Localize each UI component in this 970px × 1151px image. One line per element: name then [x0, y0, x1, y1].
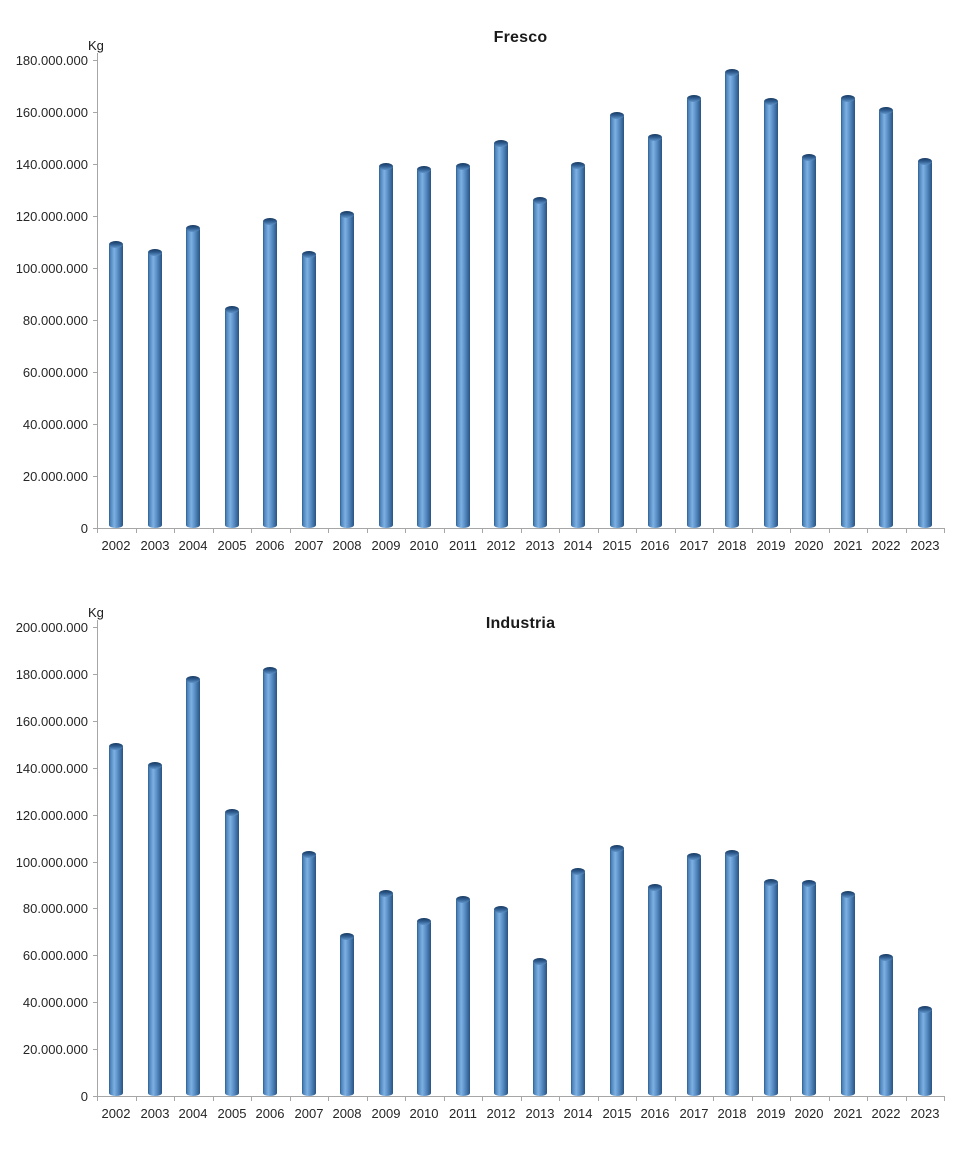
bar-top-cap [879, 954, 893, 961]
bar-2002 [109, 744, 123, 1096]
y-axis-unit-label: Kg [88, 605, 104, 620]
x-tick [97, 1097, 98, 1101]
bar-2002 [109, 242, 123, 528]
x-tick-label: 2007 [294, 538, 324, 553]
y-tick [93, 627, 97, 628]
x-tick-label: 2008 [332, 1106, 362, 1121]
bar-2022 [879, 955, 893, 1096]
bar-top-cap [494, 906, 508, 913]
bar-2022 [879, 108, 893, 528]
bar-top-cap [148, 249, 162, 256]
x-tick-label: 2019 [756, 1106, 786, 1121]
x-tick [906, 529, 907, 533]
bar-2017 [687, 854, 701, 1096]
x-tick-label: 2004 [178, 1106, 208, 1121]
x-tick-label: 2005 [217, 1106, 247, 1121]
bar-2003 [148, 763, 162, 1096]
x-tick-label: 2002 [101, 538, 131, 553]
bar-top-cap [648, 134, 662, 141]
bar-top-cap [109, 241, 123, 248]
x-tick-label: 2012 [486, 1106, 516, 1121]
y-tick-label: 60.000.000 [22, 948, 88, 964]
y-tick-label: 180.000.000 [15, 53, 88, 68]
x-tick-label: 2005 [217, 538, 247, 553]
y-tick-label: 40.000.000 [22, 995, 88, 1011]
bar-top-cap [109, 743, 123, 750]
x-tick [174, 529, 175, 533]
x-tick [829, 1097, 830, 1101]
bar-2021 [841, 892, 855, 1096]
x-tick [482, 1097, 483, 1101]
x-tick-label: 2009 [371, 538, 401, 553]
x-tick-label: 2018 [717, 538, 747, 553]
bar-top-cap [802, 154, 816, 161]
y-tick [93, 815, 97, 816]
bar-2004 [186, 226, 200, 528]
x-tick [598, 529, 599, 533]
bar-2019 [764, 880, 778, 1096]
y-tick [93, 955, 97, 956]
bar-top-cap [841, 95, 855, 102]
x-tick-label: 2002 [101, 1106, 131, 1121]
x-tick-label: 2012 [486, 538, 516, 553]
bar-2010 [417, 919, 431, 1096]
y-tick-label: 20.000.000 [22, 1042, 88, 1058]
x-tick-label: 2022 [871, 1106, 901, 1121]
x-tick [213, 1097, 214, 1101]
bar-top-cap [764, 879, 778, 886]
bar-top-cap [340, 211, 354, 218]
bar-2023 [918, 1007, 932, 1096]
x-tick [251, 1097, 252, 1101]
x-tick-label: 2017 [679, 538, 709, 553]
x-tick-label: 2019 [756, 538, 786, 553]
bar-2018 [725, 70, 739, 528]
y-tick-label: 100.000.000 [15, 261, 88, 276]
bar-2014 [571, 163, 585, 528]
y-tick [93, 216, 97, 217]
y-tick [93, 721, 97, 722]
bar-top-cap [302, 851, 316, 858]
x-tick-label: 2004 [178, 538, 208, 553]
x-tick-label: 2007 [294, 1106, 324, 1121]
y-tick [93, 424, 97, 425]
bar-top-cap [225, 306, 239, 313]
x-tick [521, 1097, 522, 1101]
bar-top-cap [148, 762, 162, 769]
x-tick [444, 1097, 445, 1101]
x-tick-label: 2003 [140, 538, 170, 553]
x-tick [521, 529, 522, 533]
x-tick [675, 529, 676, 533]
x-tick [213, 529, 214, 533]
bar-2009 [379, 164, 393, 528]
x-tick-label: 2023 [910, 538, 940, 553]
y-tick [93, 268, 97, 269]
y-tick-label: 60.000.000 [22, 365, 88, 380]
x-tick [444, 529, 445, 533]
y-tick-label: 100.000.000 [15, 854, 88, 870]
bar-top-cap [764, 98, 778, 105]
x-tick-label: 2021 [833, 538, 863, 553]
x-tick-label: 2022 [871, 538, 901, 553]
bar-top-cap [610, 845, 624, 852]
y-tick [93, 112, 97, 113]
y-tick [93, 768, 97, 769]
x-tick [136, 1097, 137, 1101]
chart-title-industria: Industria [485, 615, 556, 633]
x-tick [367, 529, 368, 533]
x-tick-label: 2011 [449, 538, 477, 553]
bar-2008 [340, 934, 354, 1096]
x-tick [867, 529, 868, 533]
bar-top-cap [918, 158, 932, 165]
bar-2012 [494, 907, 508, 1096]
bar-top-cap [533, 958, 547, 965]
x-tick [752, 1097, 753, 1101]
x-tick-label: 2018 [717, 1106, 747, 1121]
bar-top-cap [186, 225, 200, 232]
bar-top-cap [687, 95, 701, 102]
bar-2009 [379, 891, 393, 1096]
x-tick-label: 2020 [794, 538, 824, 553]
bar-2007 [302, 252, 316, 528]
y-tick [93, 320, 97, 321]
x-tick [752, 529, 753, 533]
y-tick-label: 120.000.000 [15, 209, 88, 224]
x-tick [713, 529, 714, 533]
bar-2023 [918, 159, 932, 528]
bar-top-cap [263, 667, 277, 674]
bar-top-cap [879, 107, 893, 114]
y-tick-label: 0 [80, 1089, 88, 1104]
y-tick-label: 80.000.000 [22, 901, 88, 917]
y-axis-line [97, 620, 98, 1096]
x-tick [636, 529, 637, 533]
x-tick-label: 2014 [563, 1106, 593, 1121]
x-tick [944, 1097, 945, 1101]
bar-2021 [841, 96, 855, 528]
bar-top-cap [379, 890, 393, 897]
y-tick [93, 862, 97, 863]
x-tick [97, 529, 98, 533]
y-axis-unit-label: Kg [88, 38, 104, 53]
bar-top-cap [340, 933, 354, 940]
bar-2017 [687, 96, 701, 528]
x-tick-label: 2015 [602, 1106, 632, 1121]
y-tick-label: 160.000.000 [15, 713, 88, 729]
y-tick [93, 476, 97, 477]
bar-top-cap [648, 884, 662, 891]
y-tick-label: 160.000.000 [15, 105, 88, 120]
x-tick-label: 2020 [794, 1106, 824, 1121]
x-tick-label: 2015 [602, 538, 632, 553]
x-tick-label: 2003 [140, 1106, 170, 1121]
x-tick-label: 2021 [833, 1106, 863, 1121]
bar-top-cap [302, 251, 316, 258]
x-tick-label: 2016 [640, 1106, 670, 1121]
bar-2006 [263, 668, 277, 1096]
y-tick [93, 1002, 97, 1003]
y-tick [93, 908, 97, 909]
x-tick [328, 529, 329, 533]
chart-title-fresco: Fresco [493, 29, 548, 47]
bar-2005 [225, 307, 239, 528]
y-tick-label: 180.000.000 [15, 666, 88, 682]
bar-2015 [610, 846, 624, 1096]
y-tick [93, 372, 97, 373]
x-tick [790, 1097, 791, 1101]
bar-top-cap [687, 853, 701, 860]
x-tick [367, 1097, 368, 1101]
bar-top-cap [571, 162, 585, 169]
y-tick [93, 60, 97, 61]
x-tick-label: 2008 [332, 538, 362, 553]
bar-2005 [225, 810, 239, 1096]
x-tick-label: 2009 [371, 1106, 401, 1121]
bar-top-cap [225, 809, 239, 816]
bar-2015 [610, 113, 624, 528]
y-tick-label: 120.000.000 [15, 807, 88, 823]
y-tick-label: 20.000.000 [22, 469, 88, 484]
x-tick-label: 2013 [525, 538, 555, 553]
x-tick-label: 2014 [563, 538, 593, 553]
bar-2020 [802, 881, 816, 1096]
bar-2014 [571, 869, 585, 1096]
y-tick [93, 1049, 97, 1050]
bar-2019 [764, 99, 778, 528]
y-tick [93, 674, 97, 675]
x-tick [944, 529, 945, 533]
y-tick-label: 40.000.000 [22, 417, 88, 432]
bar-2006 [263, 219, 277, 528]
bar-top-cap [494, 140, 508, 147]
x-tick-label: 2006 [255, 1106, 285, 1121]
x-tick [174, 1097, 175, 1101]
x-tick [290, 1097, 291, 1101]
x-tick [482, 529, 483, 533]
bar-2010 [417, 167, 431, 528]
bar-2013 [533, 198, 547, 528]
bar-2016 [648, 135, 662, 528]
x-tick-label: 2016 [640, 538, 670, 553]
x-tick-label: 2010 [409, 1106, 439, 1121]
bar-top-cap [417, 166, 431, 173]
bar-top-cap [533, 197, 547, 204]
x-tick [405, 529, 406, 533]
bar-2004 [186, 677, 200, 1096]
x-tick-label: 2006 [255, 538, 285, 553]
x-tick-label: 2017 [679, 1106, 709, 1121]
x-tick [559, 529, 560, 533]
bar-top-cap [417, 918, 431, 925]
bar-2012 [494, 141, 508, 528]
x-tick [675, 1097, 676, 1101]
bar-2011 [456, 164, 470, 528]
x-tick-label: 2023 [910, 1106, 940, 1121]
x-tick [559, 1097, 560, 1101]
x-tick [328, 1097, 329, 1101]
y-tick-label: 200.000.000 [15, 620, 88, 635]
bar-2018 [725, 851, 739, 1096]
bar-top-cap [918, 1006, 932, 1013]
bar-top-cap [186, 676, 200, 683]
bar-top-cap [725, 69, 739, 76]
bar-2003 [148, 250, 162, 528]
bar-top-cap [725, 850, 739, 857]
bar-2013 [533, 959, 547, 1096]
bar-top-cap [802, 880, 816, 887]
bar-2011 [456, 897, 470, 1096]
bar-top-cap [841, 891, 855, 898]
bar-2016 [648, 885, 662, 1096]
bar-top-cap [610, 112, 624, 119]
x-tick [636, 1097, 637, 1101]
bar-top-cap [263, 218, 277, 225]
y-tick-label: 140.000.000 [15, 157, 88, 172]
x-tick-label: 2010 [409, 538, 439, 553]
y-axis-line [97, 53, 98, 528]
bar-top-cap [456, 163, 470, 170]
bar-top-cap [456, 896, 470, 903]
x-tick [906, 1097, 907, 1101]
y-tick-label: 140.000.000 [15, 760, 88, 776]
x-tick-label: 2011 [449, 1106, 477, 1121]
y-tick [93, 164, 97, 165]
x-tick [790, 529, 791, 533]
bar-2008 [340, 212, 354, 528]
x-tick-label: 2013 [525, 1106, 555, 1121]
x-tick [405, 1097, 406, 1101]
x-tick [867, 1097, 868, 1101]
x-tick [290, 529, 291, 533]
x-tick [598, 1097, 599, 1101]
bar-2020 [802, 155, 816, 528]
x-tick [713, 1097, 714, 1101]
bar-top-cap [571, 868, 585, 875]
bar-2007 [302, 852, 316, 1096]
x-tick [251, 529, 252, 533]
x-tick [136, 529, 137, 533]
y-tick-label: 0 [80, 521, 88, 536]
y-tick-label: 80.000.000 [22, 313, 88, 328]
bar-top-cap [379, 163, 393, 170]
x-tick [829, 529, 830, 533]
